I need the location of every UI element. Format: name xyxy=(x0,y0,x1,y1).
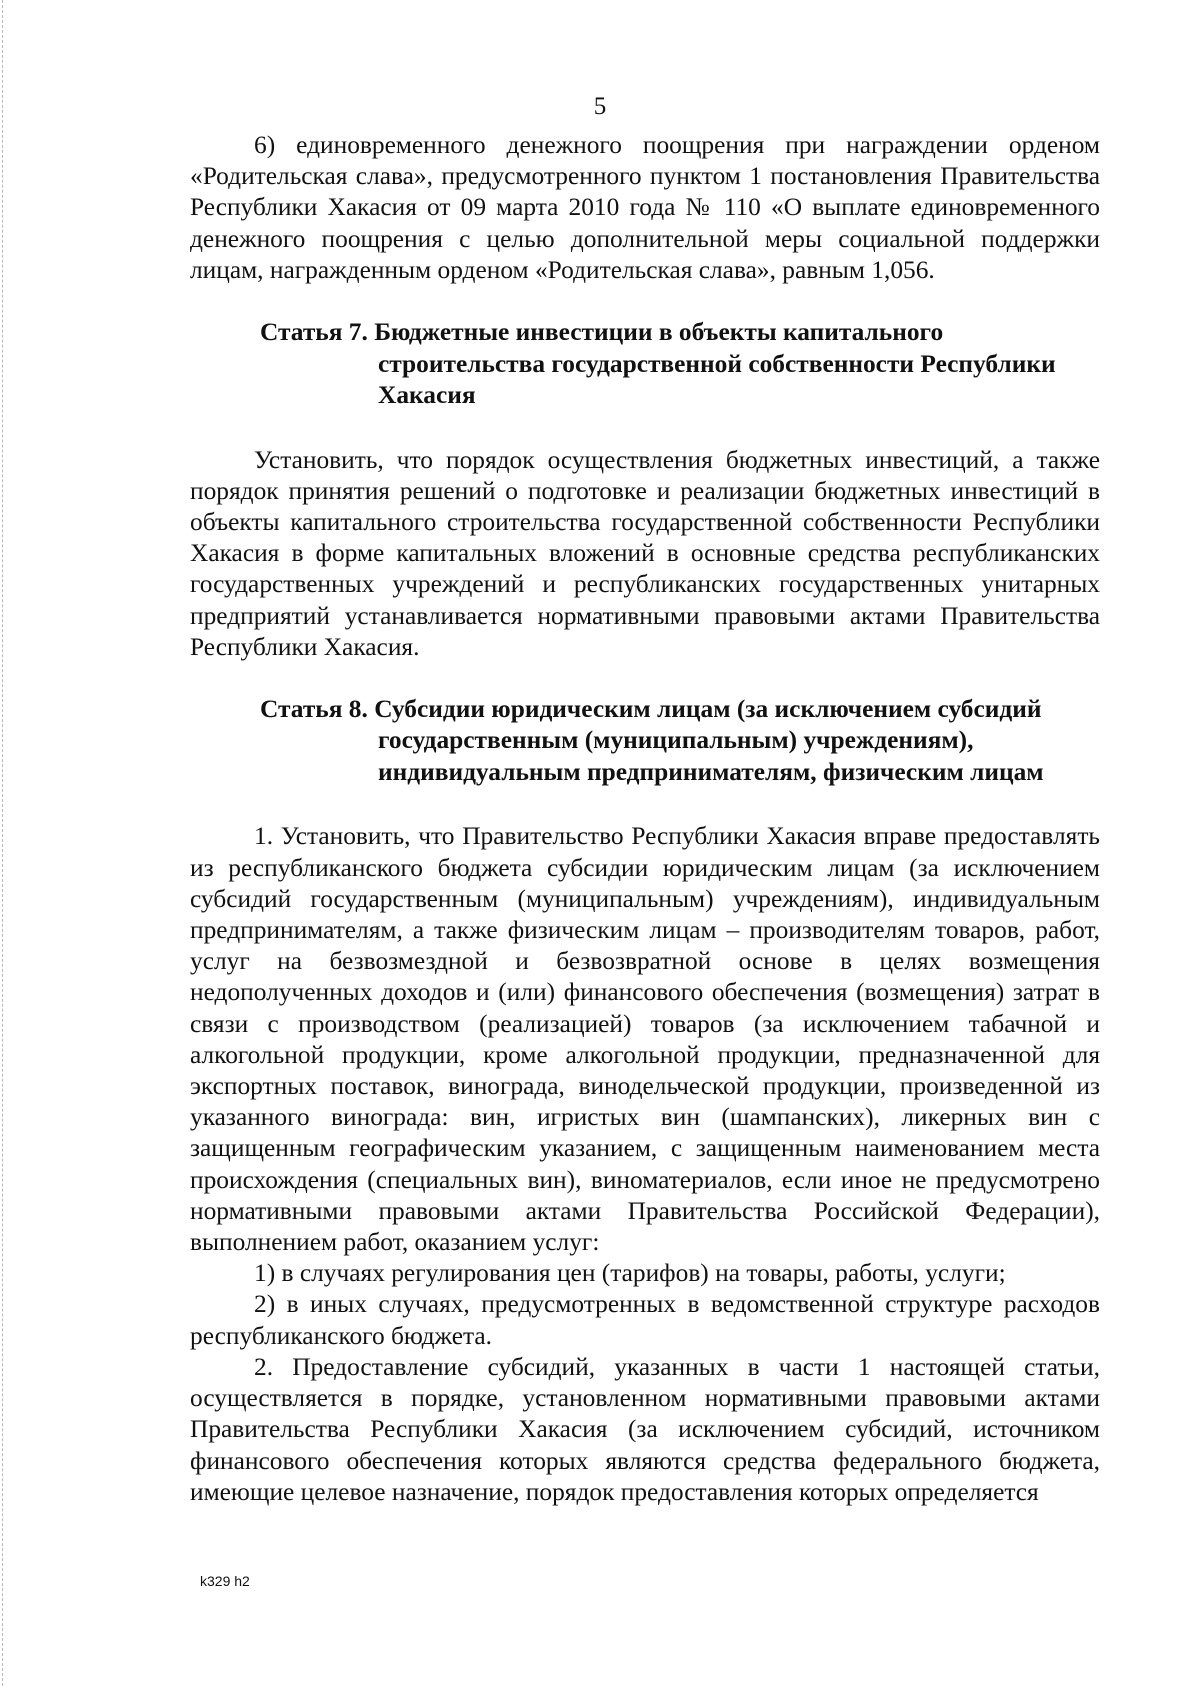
article-8-heading: Статья 8. Субсидии юридическим лицам (за исключением субсидий государственным (муниципальным) учреждениям), индивидуальным предпринимателям, физическим лицам xyxy=(260,694,1044,786)
article-8-part-2: 2. Предоставление субсидий, указанных в части 1 настоящей статьи, осуществляется в порядке, установленном нормативными правовыми актами Правительства Республики Хакасия (за исключением субсидий, источником финансового обеспечения которых являются средства федерального бюджета, имеющие целевое назначение, порядок предоставления которых определяется xyxy=(190,1352,1100,1506)
document-code: k329 h2 xyxy=(200,1573,250,1589)
scan-edge-line xyxy=(2,0,3,1686)
article-8-part-1-item-1: 1) в случаях регулирования цен (тарифов) на товары, работы, услуги; xyxy=(254,1259,1006,1288)
page-number: 5 xyxy=(593,93,607,120)
article-7-heading: Статья 7. Бюджетные инвестиции в объекты капитального строительства государственной собственности Республики Хакасия xyxy=(260,318,1056,410)
document-body xyxy=(190,130,1100,1508)
article-8-part-1-item-2: 2) в иных случаях, предусмотренных в ведомственной структуре расходов республиканского бюджета. xyxy=(190,1290,1100,1350)
article-7-paragraph: Установить, что порядок осуществления бюджетных инвестиций, а также порядок принятия решений о подготовке и реализации бюджетных инвестиций в объекты капитального строительства государственной собственности Республики Хакасия в форме капитальных вложений в основные средства республиканских государственных учреждений и республиканских государственных унитарных предприятий устанавливается нормативными правовыми актами Правительства Республики Хакасия. xyxy=(190,445,1100,661)
article-8-part-1: 1. Установить, что Правительство Республики Хакасия вправе предоставлять из республиканского бюджета субсидии юридическим лицам (за исключением субсидий государственным (муниципальным) учреждениям), индивидуальным предпринимателям, а также физическим лицам – производителям товаров, работ, услуг на безвозмездной и безвозвратной основе в целях возмещения недополученных доходов и (или) финансового обеспечения (возмещения) затрат в связи с производством (реализацией) товаров (за исключением табачной и алкогольной продукции, кроме алкогольной продукции, предназначенной для экспортных поставок, винограда, винодельческой продукции, произведенной из указанного винограда: вин, игристых вин (шампанских), ликерных вин с защищенным географическим указанием, с защищенным наименованием места происхождения (специальных вин), виноматериалов, если иное не предусмотрено нормативными правовыми актами Правительства Российской Федерации), выполнением работ, оказанием услуг: xyxy=(190,822,1100,1257)
paragraph-item-6: 6) единовременного денежного поощрения при награждении орденом «Родительская слава», предусмотренного пунктом 1 постановления Правительства Республики Хакасия от 09 марта 2010 года № 110 «О выплате единовременного денежного поощрения с целью дополнительной меры социальной поддержки лицам, награжденным орденом «Родительская слава», равным 1,056. xyxy=(190,131,1100,284)
